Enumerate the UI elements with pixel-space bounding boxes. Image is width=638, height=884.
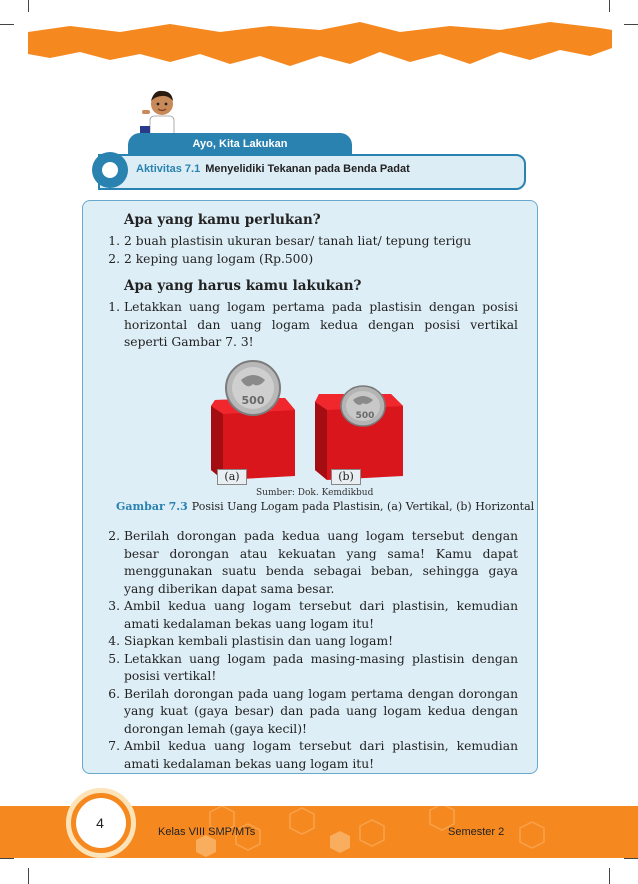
crop-mark (28, 868, 29, 884)
crop-mark (0, 858, 14, 859)
list-item: 1. 2 buah plastisin ukuran besar/ tanah liat/ tepung terigu (108, 234, 472, 248)
top-brush-stroke (0, 18, 638, 80)
steps-list-rest (88, 528, 518, 773)
coin-value-b: 500 (355, 411, 375, 421)
list-item: 5. Letakkan uang logam pada masing-masing plastisin dengan posisi vertikal! (108, 651, 518, 683)
footer-semester-label: Semester 2 (448, 826, 505, 838)
section-heading-steps: Apa yang harus kamu lakukan? (124, 278, 362, 294)
figure-caption-label: Gambar 7.3 (116, 500, 188, 513)
list-item: 1. Letakkan uang logam pertama pada plastisin dengan posisi horizontal dan uang logam kedua dengan posisi vertikal seperti Gambar 7. 3! (108, 300, 518, 349)
materials-list (88, 233, 518, 268)
activity-number: Aktivitas 7.1 (136, 163, 201, 175)
crop-mark (609, 868, 610, 884)
steps-list-first (88, 299, 518, 352)
activity-title-text: Menyelidiki Tekanan pada Benda Padat (205, 163, 410, 175)
activity-circle-icon (92, 152, 128, 188)
section-heading-needs: Apa yang kamu perlukan? (124, 212, 321, 228)
coin-value-a: 500 (241, 394, 265, 407)
list-item: 2. Berilah dorongan pada kedua uang logam tersebut dengan besar dorongan atau kekuatan yang sama! Kamu dapat menggunakan suatu benda sebagai beban, sehingga gaya yang diberikan dapat sama besar. (108, 529, 518, 596)
tab-label: Ayo, Kita Lakukan (192, 138, 288, 150)
crop-mark (609, 0, 610, 12)
figure-caption (116, 500, 534, 513)
crop-mark (28, 0, 29, 12)
crop-mark (624, 858, 638, 859)
figure-label-b: (b) (331, 469, 361, 485)
footer-class-label: Kelas VIII SMP/MTs (158, 826, 256, 838)
activity-tab (128, 133, 352, 155)
figure-label-a: (a) (217, 469, 247, 485)
plasticine-coins-photo (203, 358, 415, 486)
figure-caption-text: Posisi Uang Logam pada Plastisin, (a) Vertikal, (b) Horizontal (191, 500, 535, 513)
list-item: 2. 2 keping uang logam (Rp.500) (108, 251, 314, 266)
figure-source: Sumber: Dok. Kemdikbud (256, 488, 374, 498)
activity-title (136, 163, 410, 175)
list-item: 6. Berilah dorongan pada uang logam pertama dengan dorongan yang kuat (gaya besar) dan pada uang logam kedua dengan dorongan lemah (gaya kecil)! (108, 686, 518, 736)
list-item: 3. Ambil kedua uang logam tersebut dari plastisin, kemudian amati kedalaman bekas uang logam itu! (108, 599, 518, 631)
list-item: 7. Ambil kedua uang logam tersebut dari plastisin, kemudian amati kedalaman bekas uang logam itu! (108, 739, 518, 771)
list-item: 4. Siapkan kembali plastisin dan uang logam! (108, 634, 394, 648)
page-number: 4 (96, 815, 104, 831)
